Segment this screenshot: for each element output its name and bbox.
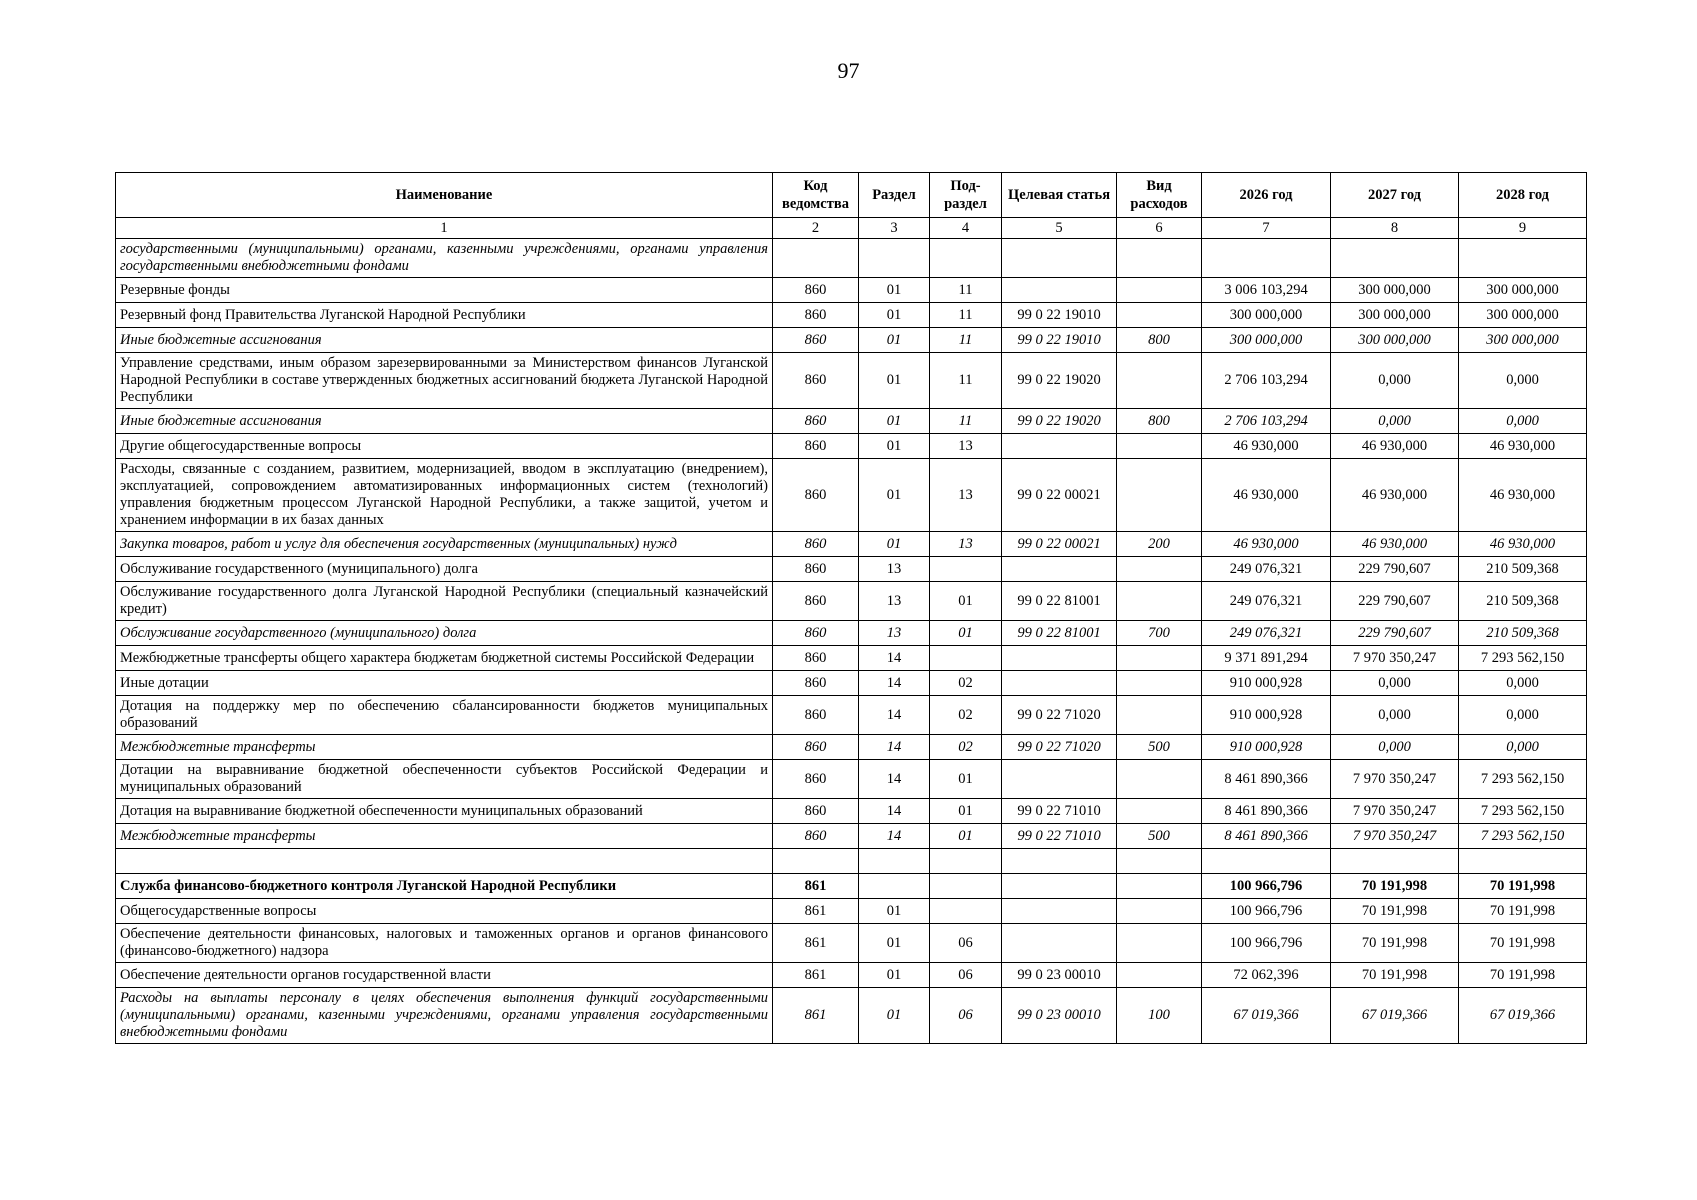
amount-2027-cell xyxy=(1331,239,1459,278)
dept-code-cell: 860 xyxy=(773,760,859,799)
amount-2027-cell: 0,000 xyxy=(1331,409,1459,434)
table-row xyxy=(116,671,1587,696)
section-cell: 13 xyxy=(859,557,930,582)
dept-code-cell: 861 xyxy=(773,874,859,899)
subsection-cell xyxy=(930,646,1002,671)
expense-type-cell xyxy=(1117,963,1202,988)
subsection-cell xyxy=(930,899,1002,924)
target-article-cell: 99 0 22 19010 xyxy=(1002,328,1117,353)
expense-type-cell xyxy=(1117,239,1202,278)
table-row xyxy=(116,239,1587,278)
subsection-cell: 01 xyxy=(930,760,1002,799)
target-article-cell xyxy=(1002,646,1117,671)
amount-2026-cell: 72 062,396 xyxy=(1202,963,1331,988)
table-row xyxy=(116,963,1587,988)
target-article-cell xyxy=(1002,849,1117,874)
subsection-cell xyxy=(930,239,1002,278)
target-article-cell: 99 0 22 71020 xyxy=(1002,696,1117,735)
amount-2028-cell: 46 930,000 xyxy=(1459,459,1587,532)
table-row xyxy=(116,557,1587,582)
amount-2026-cell: 46 930,000 xyxy=(1202,459,1331,532)
section-cell: 14 xyxy=(859,760,930,799)
amount-2026-cell: 300 000,000 xyxy=(1202,328,1331,353)
column-number-row xyxy=(116,218,1587,239)
row-name-cell: государственными (муниципальными) органами, казенными учреждениями, органами управления государственными внебюджетными фондами xyxy=(116,239,773,278)
subsection-cell: 13 xyxy=(930,532,1002,557)
amount-2026-cell: 249 076,321 xyxy=(1202,557,1331,582)
dept-code-cell: 860 xyxy=(773,799,859,824)
amount-2027-cell: 0,000 xyxy=(1331,353,1459,409)
target-article-cell: 99 0 22 00021 xyxy=(1002,532,1117,557)
target-article-cell: 99 0 23 00010 xyxy=(1002,963,1117,988)
expense-type-cell xyxy=(1117,434,1202,459)
section-cell: 01 xyxy=(859,988,930,1044)
table-row xyxy=(116,646,1587,671)
header-year-2028: 2028 год xyxy=(1459,173,1587,218)
table-row xyxy=(116,621,1587,646)
row-name-cell: Служба финансово-бюджетного контроля Луганской Народной Республики xyxy=(116,874,773,899)
amount-2028-cell: 0,000 xyxy=(1459,671,1587,696)
amount-2028-cell: 7 293 562,150 xyxy=(1459,646,1587,671)
table-row xyxy=(116,760,1587,799)
amount-2026-cell: 67 019,366 xyxy=(1202,988,1331,1044)
dept-code-cell xyxy=(773,849,859,874)
amount-2028-cell: 46 930,000 xyxy=(1459,434,1587,459)
amount-2028-cell: 70 191,998 xyxy=(1459,874,1587,899)
subsection-cell: 11 xyxy=(930,303,1002,328)
budget-table xyxy=(115,172,1587,1044)
amount-2026-cell: 2 706 103,294 xyxy=(1202,353,1331,409)
row-name-cell: Межбюджетные трансферты xyxy=(116,735,773,760)
row-name-cell: Резервные фонды xyxy=(116,278,773,303)
page-number: 97 xyxy=(837,58,860,83)
amount-2028-cell xyxy=(1459,239,1587,278)
amount-2027-cell: 70 191,998 xyxy=(1331,924,1459,963)
amount-2028-cell: 7 293 562,150 xyxy=(1459,824,1587,849)
amount-2026-cell: 910 000,928 xyxy=(1202,735,1331,760)
row-name-cell: Дотация на выравнивание бюджетной обеспеченности муниципальных образований xyxy=(116,799,773,824)
expense-type-cell: 200 xyxy=(1117,532,1202,557)
amount-2026-cell: 100 966,796 xyxy=(1202,899,1331,924)
section-cell: 01 xyxy=(859,328,930,353)
expense-type-cell xyxy=(1117,671,1202,696)
amount-2027-cell: 70 191,998 xyxy=(1331,874,1459,899)
row-name-cell: Обеспечение деятельности органов государственной власти xyxy=(116,963,773,988)
row-name-cell: Иные дотации xyxy=(116,671,773,696)
amount-2028-cell: 70 191,998 xyxy=(1459,924,1587,963)
amount-2026-cell: 249 076,321 xyxy=(1202,582,1331,621)
table-row xyxy=(116,328,1587,353)
expense-type-cell xyxy=(1117,696,1202,735)
row-name-cell: Обслуживание государственного долга Луганской Народной Республики (специальный казначейский кредит) xyxy=(116,582,773,621)
column-number: 2 xyxy=(773,218,859,239)
section-cell: 14 xyxy=(859,671,930,696)
header-dept-code: Код ведомства xyxy=(773,173,859,218)
amount-2028-cell: 46 930,000 xyxy=(1459,532,1587,557)
table-row xyxy=(116,278,1587,303)
row-name-cell: Общегосударственные вопросы xyxy=(116,899,773,924)
section-cell: 01 xyxy=(859,409,930,434)
amount-2028-cell: 70 191,998 xyxy=(1459,963,1587,988)
column-number: 9 xyxy=(1459,218,1587,239)
row-name-cell: Другие общегосударственные вопросы xyxy=(116,434,773,459)
amount-2027-cell: 46 930,000 xyxy=(1331,532,1459,557)
row-name-cell: Обслуживание государственного (муниципального) долга xyxy=(116,557,773,582)
section-cell: 14 xyxy=(859,824,930,849)
expense-type-cell xyxy=(1117,646,1202,671)
target-article-cell: 99 0 22 19020 xyxy=(1002,353,1117,409)
subsection-cell: 06 xyxy=(930,988,1002,1044)
expense-type-cell xyxy=(1117,849,1202,874)
row-name-cell: Межбюджетные трансферты xyxy=(116,824,773,849)
row-name-cell: Иные бюджетные ассигнования xyxy=(116,409,773,434)
dept-code-cell: 861 xyxy=(773,988,859,1044)
subsection-cell: 01 xyxy=(930,621,1002,646)
subsection-cell: 11 xyxy=(930,328,1002,353)
header-year-2027: 2027 год xyxy=(1331,173,1459,218)
expense-type-cell xyxy=(1117,557,1202,582)
section-cell: 01 xyxy=(859,434,930,459)
target-article-cell xyxy=(1002,278,1117,303)
row-name-cell: Расходы на выплаты персоналу в целях обеспечения выполнения функций государственными (муниципальными) органами, казенными учреждениями, органами управления государственными внебюджетными фондами xyxy=(116,988,773,1044)
amount-2027-cell: 70 191,998 xyxy=(1331,963,1459,988)
row-name-cell: Межбюджетные трансферты общего характера бюджетам бюджетной системы Российской Федерации xyxy=(116,646,773,671)
amount-2028-cell: 7 293 562,150 xyxy=(1459,799,1587,824)
amount-2026-cell: 46 930,000 xyxy=(1202,434,1331,459)
expense-type-cell xyxy=(1117,303,1202,328)
amount-2028-cell: 0,000 xyxy=(1459,409,1587,434)
amount-2026-cell: 249 076,321 xyxy=(1202,621,1331,646)
amount-2027-cell: 46 930,000 xyxy=(1331,459,1459,532)
section-cell: 01 xyxy=(859,353,930,409)
dept-code-cell: 860 xyxy=(773,671,859,696)
amount-2027-cell: 0,000 xyxy=(1331,671,1459,696)
subsection-cell: 13 xyxy=(930,434,1002,459)
header-subsection: Под-раздел xyxy=(930,173,1002,218)
subsection-cell xyxy=(930,849,1002,874)
dept-code-cell: 860 xyxy=(773,824,859,849)
amount-2027-cell: 7 970 350,247 xyxy=(1331,646,1459,671)
amount-2028-cell: 300 000,000 xyxy=(1459,328,1587,353)
dept-code-cell: 860 xyxy=(773,409,859,434)
amount-2028-cell: 300 000,000 xyxy=(1459,303,1587,328)
target-article-cell: 99 0 22 71010 xyxy=(1002,799,1117,824)
row-name-cell xyxy=(116,849,773,874)
dept-code-cell: 860 xyxy=(773,303,859,328)
target-article-cell xyxy=(1002,899,1117,924)
amount-2027-cell: 0,000 xyxy=(1331,696,1459,735)
amount-2028-cell: 70 191,998 xyxy=(1459,899,1587,924)
expense-type-cell xyxy=(1117,278,1202,303)
amount-2026-cell: 3 006 103,294 xyxy=(1202,278,1331,303)
expense-type-cell xyxy=(1117,582,1202,621)
amount-2028-cell: 0,000 xyxy=(1459,353,1587,409)
amount-2027-cell: 7 970 350,247 xyxy=(1331,760,1459,799)
table-row xyxy=(116,532,1587,557)
table-row xyxy=(116,409,1587,434)
amount-2026-cell: 2 706 103,294 xyxy=(1202,409,1331,434)
target-article-cell: 99 0 22 19010 xyxy=(1002,303,1117,328)
amount-2026-cell: 46 930,000 xyxy=(1202,532,1331,557)
column-number: 4 xyxy=(930,218,1002,239)
dept-code-cell: 861 xyxy=(773,899,859,924)
expense-type-cell xyxy=(1117,899,1202,924)
row-name-cell: Закупка товаров, работ и услуг для обеспечения государственных (муниципальных) нужд xyxy=(116,532,773,557)
table-row xyxy=(116,799,1587,824)
amount-2027-cell: 300 000,000 xyxy=(1331,303,1459,328)
expense-type-cell: 800 xyxy=(1117,409,1202,434)
table-row xyxy=(116,434,1587,459)
column-number: 3 xyxy=(859,218,930,239)
amount-2026-cell xyxy=(1202,239,1331,278)
target-article-cell: 99 0 23 00010 xyxy=(1002,988,1117,1044)
header-target-article: Целевая статья xyxy=(1002,173,1117,218)
table-row xyxy=(116,874,1587,899)
header-expense-type: Вид расходов xyxy=(1117,173,1202,218)
subsection-cell: 06 xyxy=(930,924,1002,963)
dept-code-cell: 860 xyxy=(773,557,859,582)
amount-2026-cell: 8 461 890,366 xyxy=(1202,760,1331,799)
column-number: 1 xyxy=(116,218,773,239)
subsection-cell: 06 xyxy=(930,963,1002,988)
subsection-cell: 11 xyxy=(930,278,1002,303)
amount-2027-cell: 67 019,366 xyxy=(1331,988,1459,1044)
section-cell: 13 xyxy=(859,621,930,646)
table-row xyxy=(116,735,1587,760)
dept-code-cell: 860 xyxy=(773,621,859,646)
dept-code-cell: 860 xyxy=(773,353,859,409)
table-row xyxy=(116,924,1587,963)
column-number: 8 xyxy=(1331,218,1459,239)
amount-2026-cell: 910 000,928 xyxy=(1202,696,1331,735)
table-row xyxy=(116,459,1587,532)
section-cell: 01 xyxy=(859,278,930,303)
header-name: Наименование xyxy=(116,173,773,218)
subsection-cell: 13 xyxy=(930,459,1002,532)
row-name-cell: Иные бюджетные ассигнования xyxy=(116,328,773,353)
section-cell: 01 xyxy=(859,963,930,988)
amount-2028-cell: 0,000 xyxy=(1459,696,1587,735)
section-cell xyxy=(859,849,930,874)
amount-2027-cell xyxy=(1331,849,1459,874)
dept-code-cell: 860 xyxy=(773,328,859,353)
dept-code-cell: 860 xyxy=(773,582,859,621)
column-number: 5 xyxy=(1002,218,1117,239)
amount-2026-cell: 300 000,000 xyxy=(1202,303,1331,328)
expense-type-cell xyxy=(1117,924,1202,963)
amount-2027-cell: 229 790,607 xyxy=(1331,582,1459,621)
target-article-cell xyxy=(1002,557,1117,582)
table-row xyxy=(116,849,1587,874)
section-cell: 14 xyxy=(859,735,930,760)
amount-2026-cell: 9 371 891,294 xyxy=(1202,646,1331,671)
subsection-cell: 02 xyxy=(930,696,1002,735)
subsection-cell: 11 xyxy=(930,353,1002,409)
dept-code-cell: 860 xyxy=(773,278,859,303)
subsection-cell: 01 xyxy=(930,799,1002,824)
header-section: Раздел xyxy=(859,173,930,218)
target-article-cell xyxy=(1002,671,1117,696)
table-row xyxy=(116,582,1587,621)
amount-2026-cell: 8 461 890,366 xyxy=(1202,799,1331,824)
target-article-cell xyxy=(1002,434,1117,459)
table-row xyxy=(116,303,1587,328)
dept-code-cell: 860 xyxy=(773,735,859,760)
section-cell: 14 xyxy=(859,696,930,735)
expense-type-cell: 500 xyxy=(1117,735,1202,760)
amount-2027-cell: 46 930,000 xyxy=(1331,434,1459,459)
amount-2028-cell: 7 293 562,150 xyxy=(1459,760,1587,799)
header-year-2026: 2026 год xyxy=(1202,173,1331,218)
row-name-cell: Дотация на поддержку мер по обеспечению сбалансированности бюджетов муниципальных образований xyxy=(116,696,773,735)
section-cell xyxy=(859,239,930,278)
amount-2026-cell: 100 966,796 xyxy=(1202,924,1331,963)
subsection-cell: 11 xyxy=(930,409,1002,434)
dept-code-cell: 860 xyxy=(773,696,859,735)
target-article-cell: 99 0 22 19020 xyxy=(1002,409,1117,434)
dept-code-cell: 861 xyxy=(773,924,859,963)
dept-code-cell: 861 xyxy=(773,963,859,988)
dept-code-cell: 860 xyxy=(773,646,859,671)
expense-type-cell xyxy=(1117,760,1202,799)
table-body xyxy=(116,239,1587,1044)
expense-type-cell xyxy=(1117,459,1202,532)
amount-2027-cell: 7 970 350,247 xyxy=(1331,799,1459,824)
section-cell: 13 xyxy=(859,582,930,621)
target-article-cell xyxy=(1002,874,1117,899)
subsection-cell: 02 xyxy=(930,671,1002,696)
table-row xyxy=(116,353,1587,409)
expense-type-cell xyxy=(1117,799,1202,824)
section-cell: 14 xyxy=(859,799,930,824)
amount-2027-cell: 229 790,607 xyxy=(1331,621,1459,646)
amount-2026-cell xyxy=(1202,849,1331,874)
amount-2028-cell: 67 019,366 xyxy=(1459,988,1587,1044)
expense-type-cell: 800 xyxy=(1117,328,1202,353)
target-article-cell: 99 0 22 00021 xyxy=(1002,459,1117,532)
section-cell: 14 xyxy=(859,646,930,671)
amount-2028-cell: 300 000,000 xyxy=(1459,278,1587,303)
subsection-cell: 01 xyxy=(930,824,1002,849)
subsection-cell xyxy=(930,557,1002,582)
section-cell: 01 xyxy=(859,303,930,328)
amount-2027-cell: 300 000,000 xyxy=(1331,328,1459,353)
amount-2027-cell: 70 191,998 xyxy=(1331,899,1459,924)
subsection-cell: 01 xyxy=(930,582,1002,621)
table-row xyxy=(116,899,1587,924)
target-article-cell: 99 0 22 81001 xyxy=(1002,621,1117,646)
amount-2028-cell: 210 509,368 xyxy=(1459,582,1587,621)
section-cell: 01 xyxy=(859,532,930,557)
amount-2027-cell: 300 000,000 xyxy=(1331,278,1459,303)
row-name-cell: Обслуживание государственного (муниципального) долга xyxy=(116,621,773,646)
dept-code-cell: 860 xyxy=(773,434,859,459)
amount-2027-cell: 0,000 xyxy=(1331,735,1459,760)
section-cell: 01 xyxy=(859,459,930,532)
target-article-cell xyxy=(1002,924,1117,963)
target-article-cell: 99 0 22 81001 xyxy=(1002,582,1117,621)
amount-2028-cell xyxy=(1459,849,1587,874)
expense-type-cell: 500 xyxy=(1117,824,1202,849)
amount-2026-cell: 910 000,928 xyxy=(1202,671,1331,696)
header-row xyxy=(116,173,1587,218)
row-name-cell: Резервный фонд Правительства Луганской Народной Республики xyxy=(116,303,773,328)
table-row xyxy=(116,696,1587,735)
section-cell: 01 xyxy=(859,899,930,924)
row-name-cell: Дотации на выравнивание бюджетной обеспеченности субъектов Российской Федерации и муниципальных образований xyxy=(116,760,773,799)
subsection-cell: 02 xyxy=(930,735,1002,760)
target-article-cell xyxy=(1002,760,1117,799)
column-number: 6 xyxy=(1117,218,1202,239)
dept-code-cell: 860 xyxy=(773,532,859,557)
expense-type-cell xyxy=(1117,874,1202,899)
table-row xyxy=(116,988,1587,1044)
target-article-cell: 99 0 22 71020 xyxy=(1002,735,1117,760)
amount-2028-cell: 210 509,368 xyxy=(1459,557,1587,582)
amount-2027-cell: 7 970 350,247 xyxy=(1331,824,1459,849)
amount-2027-cell: 229 790,607 xyxy=(1331,557,1459,582)
expense-type-cell: 100 xyxy=(1117,988,1202,1044)
target-article-cell: 99 0 22 71010 xyxy=(1002,824,1117,849)
dept-code-cell xyxy=(773,239,859,278)
table-row xyxy=(116,824,1587,849)
section-cell: 01 xyxy=(859,924,930,963)
expense-type-cell: 700 xyxy=(1117,621,1202,646)
dept-code-cell: 860 xyxy=(773,459,859,532)
amount-2028-cell: 0,000 xyxy=(1459,735,1587,760)
subsection-cell xyxy=(930,874,1002,899)
section-cell xyxy=(859,874,930,899)
row-name-cell: Управление средствами, иным образом зарезервированными за Министерством финансов Луганской Народной Республики в составе утвержденных бюджетных ассигнований бюджета Луганской Народной Республики xyxy=(116,353,773,409)
column-number: 7 xyxy=(1202,218,1331,239)
target-article-cell xyxy=(1002,239,1117,278)
row-name-cell: Расходы, связанные с созданием, развитием, модернизацией, вводом в эксплуатацию (внедрением), эксплуатацией, сопровождением автоматизированных информационных систем (технологий) управления бюджетным процессом Луганской Народной Республики, а также защитой, учетом и хранением информации в их базах данных xyxy=(116,459,773,532)
amount-2028-cell: 210 509,368 xyxy=(1459,621,1587,646)
amount-2026-cell: 100 966,796 xyxy=(1202,874,1331,899)
amount-2026-cell: 8 461 890,366 xyxy=(1202,824,1331,849)
expense-type-cell xyxy=(1117,353,1202,409)
row-name-cell: Обеспечение деятельности финансовых, налоговых и таможенных органов и органов финансового (финансово-бюджетного) надзора xyxy=(116,924,773,963)
